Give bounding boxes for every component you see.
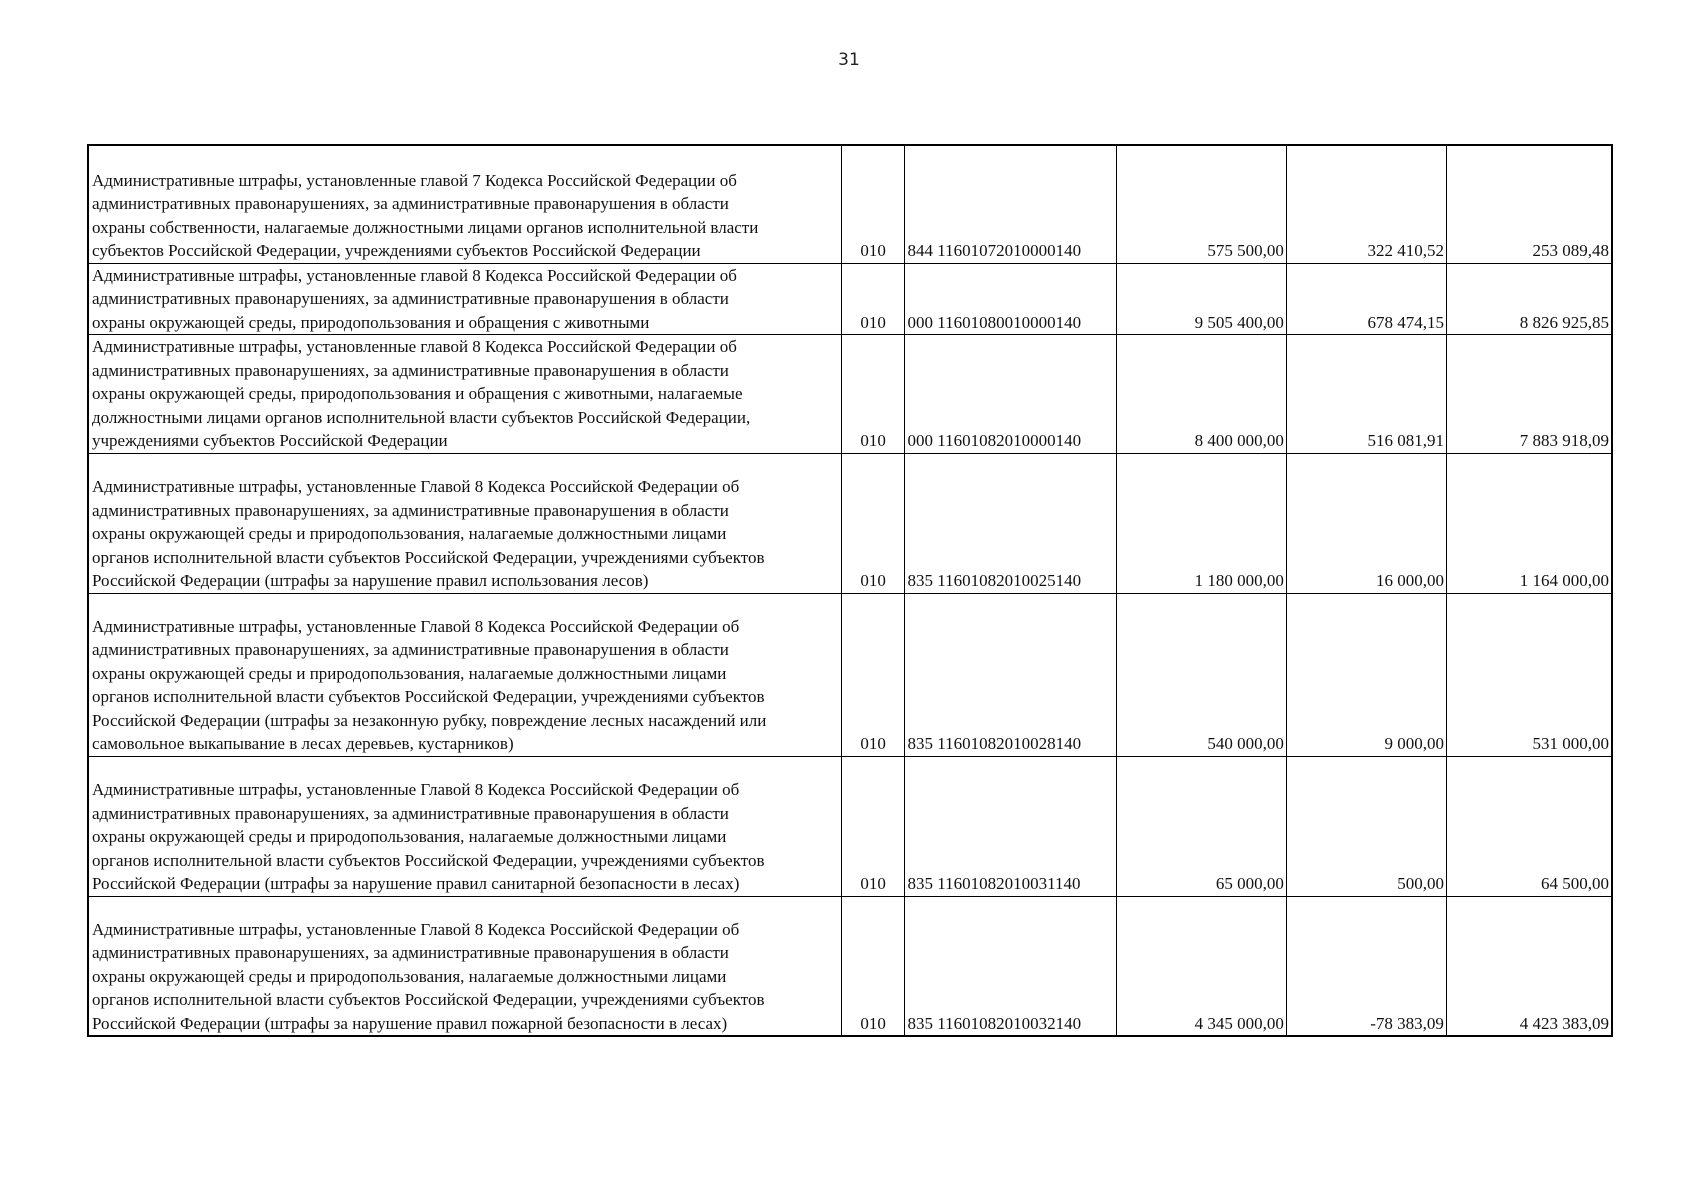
row-name-line: должностными лицами органов исполнительной власти субъектов Российской Федерации, <box>92 407 751 427</box>
row-executed-amount: 16 000,00 <box>1286 453 1446 593</box>
row-name-line: Российской Федерации (штрафы за незаконную рубку, повреждение лесных насаждений или <box>92 710 767 730</box>
row-name-line: Административные штрафы, установленные главой 8 Кодекса Российской Федерации об <box>92 337 737 356</box>
row-name-line: охраны окружающей среды и природопользования, налагаемые должностными лицами <box>92 524 727 543</box>
row-name-line: административных правонарушениях, за административные правонарушения в области <box>92 289 729 308</box>
row-name-cell <box>88 453 841 593</box>
row-remaining-amount: 4 423 383,09 <box>1446 896 1612 1036</box>
row-name-line: административных правонарушениях, за административные правонарушения в области <box>92 640 729 659</box>
row-name-cell <box>88 145 841 263</box>
row-remaining-amount: 1 164 000,00 <box>1446 453 1612 593</box>
row-name-line: охраны окружающей среды, природопользования и обращения с животными <box>92 312 650 332</box>
row-income-code: 000 11601080010000140 <box>904 263 1116 335</box>
table-row <box>88 145 1612 263</box>
row-income-code: 835 11601082010025140 <box>904 453 1116 593</box>
row-line-code: 010 <box>841 263 904 335</box>
row-approved-amount: 1 180 000,00 <box>1116 453 1286 593</box>
row-approved-amount: 8 400 000,00 <box>1116 335 1286 454</box>
table-row <box>88 756 1612 896</box>
row-name-cell <box>88 593 841 756</box>
revenue-table <box>87 144 1613 1037</box>
row-name-line: административных правонарушениях, за административные правонарушения в области <box>92 194 729 213</box>
row-approved-amount: 575 500,00 <box>1116 145 1286 263</box>
row-name-line: учреждениями субъектов Российской Федерации <box>92 431 448 450</box>
row-name-line: Административные штрафы, установленные Главой 8 Кодекса Российской Федерации об <box>92 780 740 799</box>
row-name-cell <box>88 335 841 454</box>
row-remaining-amount: 64 500,00 <box>1446 756 1612 896</box>
row-remaining-amount: 531 000,00 <box>1446 593 1612 756</box>
row-executed-amount: -78 383,09 <box>1286 896 1446 1036</box>
table-row <box>88 896 1612 1036</box>
row-name-line: административных правонарушениях, за административные правонарушения в области <box>92 803 729 823</box>
page-number: 31 <box>838 50 860 70</box>
row-income-code: 835 11601082010028140 <box>904 593 1116 756</box>
row-name-line: органов исполнительной власти субъектов Российской Федерации, учреждениями субъектов <box>92 990 765 1009</box>
row-name-line: Российской Федерации (штрафы за нарушение правил санитарной безопасности в лесах) <box>92 874 740 893</box>
row-remaining-amount: 253 089,48 <box>1446 145 1612 263</box>
row-executed-amount: 500,00 <box>1286 756 1446 896</box>
row-name-line: органов исполнительной власти субъектов Российской Федерации, учреждениями субъектов <box>92 687 765 706</box>
row-name-line: Административные штрафы, установленные Главой 8 Кодекса Российской Федерации об <box>92 477 740 496</box>
row-executed-amount: 678 474,15 <box>1286 263 1446 335</box>
row-name-cell <box>88 896 841 1036</box>
row-income-code: 844 11601072010000140 <box>904 145 1116 263</box>
row-approved-amount: 65 000,00 <box>1116 756 1286 896</box>
row-name-line: охраны окружающей среды и природопользования, налагаемые должностными лицами <box>92 966 727 986</box>
row-line-code: 010 <box>841 896 904 1036</box>
row-name-line: Российской Федерации (штрафы за нарушение правил использования лесов) <box>92 571 649 590</box>
row-income-code: 835 11601082010031140 <box>904 756 1116 896</box>
row-name-line: самовольное выкапывание в лесах деревьев, кустарников) <box>92 734 514 753</box>
row-executed-amount: 9 000,00 <box>1286 593 1446 756</box>
row-name-cell <box>88 756 841 896</box>
table-row <box>88 593 1612 756</box>
row-name-line: охраны окружающей среды, природопользования и обращения с животными, налагаемые <box>92 384 743 403</box>
row-income-code: 000 11601082010000140 <box>904 335 1116 454</box>
table-row <box>88 263 1612 335</box>
row-name-line: субъектов Российской Федерации, учреждениями субъектов Российской Федерации <box>92 241 701 260</box>
row-line-code: 010 <box>841 145 904 263</box>
row-name-line: Административные штрафы, установленные Главой 8 Кодекса Российской Федерации об <box>92 616 740 636</box>
row-name-line: Административные штрафы, установленные Главой 8 Кодекса Российской Федерации об <box>92 919 740 939</box>
row-line-code: 010 <box>841 593 904 756</box>
row-name-line: охраны окружающей среды и природопользования, налагаемые должностными лицами <box>92 827 727 846</box>
row-approved-amount: 4 345 000,00 <box>1116 896 1286 1036</box>
row-name-line: административных правонарушениях, за административные правонарушения в области <box>92 943 729 962</box>
row-approved-amount: 540 000,00 <box>1116 593 1286 756</box>
row-name-line: административных правонарушениях, за административные правонарушения в области <box>92 360 729 380</box>
row-income-code: 835 11601082010032140 <box>904 896 1116 1036</box>
row-line-code: 010 <box>841 756 904 896</box>
row-name-line: административных правонарушениях, за административные правонарушения в области <box>92 500 729 520</box>
row-name-line: Административные штрафы, установленные главой 7 Кодекса Российской Федерации об <box>92 170 737 190</box>
row-name-cell <box>88 263 841 335</box>
revenue-table-body <box>88 145 1612 1036</box>
row-executed-amount: 322 410,52 <box>1286 145 1446 263</box>
row-name-line: органов исполнительной власти субъектов Российской Федерации, учреждениями субъектов <box>92 850 765 870</box>
row-approved-amount: 9 505 400,00 <box>1116 263 1286 335</box>
row-name-line: органов исполнительной власти субъектов Российской Федерации, учреждениями субъектов <box>92 547 765 567</box>
row-remaining-amount: 8 826 925,85 <box>1446 263 1612 335</box>
row-name-line: Российской Федерации (штрафы за нарушение правил пожарной безопасности в лесах) <box>92 1013 728 1033</box>
row-line-code: 010 <box>841 335 904 454</box>
row-line-code: 010 <box>841 453 904 593</box>
row-remaining-amount: 7 883 918,09 <box>1446 335 1612 454</box>
table-row <box>88 453 1612 593</box>
table-row <box>88 335 1612 454</box>
row-name-line: Административные штрафы, установленные главой 8 Кодекса Российской Федерации об <box>92 265 737 285</box>
row-name-line: охраны собственности, налагаемые должностными лицами органов исполнительной власти <box>92 217 759 237</box>
row-executed-amount: 516 081,91 <box>1286 335 1446 454</box>
row-name-line: охраны окружающей среды и природопользования, налагаемые должностными лицами <box>92 663 727 683</box>
